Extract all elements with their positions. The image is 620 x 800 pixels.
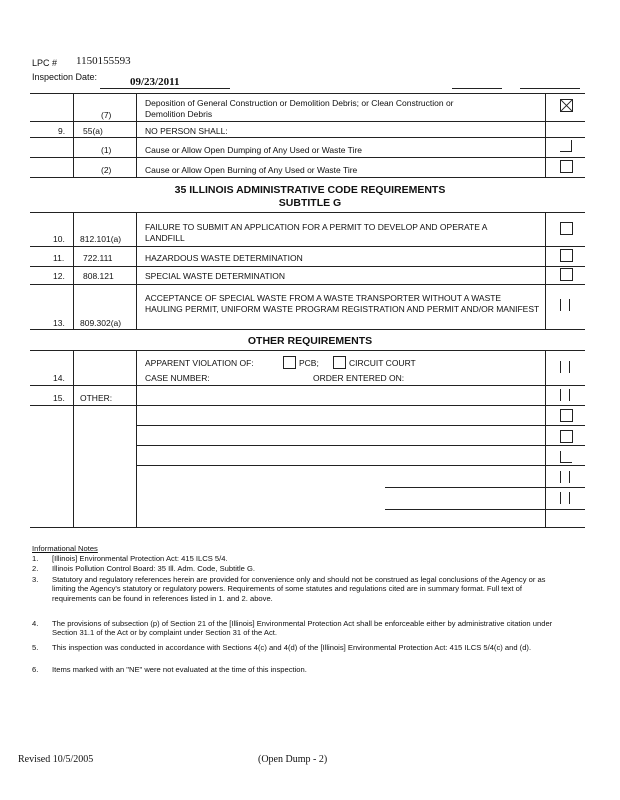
order-entered-label: ORDER ENTERED ON: — [313, 373, 405, 383]
row-10-text: FAILURE TO SUBMIT AN APPLICATION FOR A PERMIT TO DEVELOP AND OPERATE A LANDFILL — [145, 222, 487, 243]
row-9-1-text: Cause or Allow Open Dumping of Any Used or Waste Tire — [145, 145, 363, 155]
row-15-num: 15. — [53, 393, 65, 403]
row-14-checkbox[interactable] — [560, 361, 570, 373]
informational-notes — [32, 544, 592, 684]
note-1-text: [Illinois] Environmental Protection Act: 415 ILCS 5/4. — [52, 554, 228, 563]
note-5-text: This inspection was conducted in accordance with Sections 4(c) and 4(d) of the [Illinois] Environmental Protection Act: 415 ILCS 5/4(c) and (d). — [52, 643, 532, 652]
row-12-checkbox[interactable] — [560, 268, 573, 281]
row-11-checkbox[interactable] — [560, 249, 573, 262]
row-11-num: 11. — [53, 253, 65, 263]
row-13-num: 13. — [53, 318, 65, 328]
row-7-sub: (7) — [101, 110, 112, 120]
row-7-text-2: Demolition Debris — [145, 109, 213, 119]
note-4-text: The provisions of subsection (p) of Section 21 of the [Illinois] Environmental Protection Act shall be enforceable either by administrative citation under Section 31.1 of the Act or by complaint under Section 31 of the Act. — [52, 619, 553, 638]
row-9-2-checkbox[interactable] — [560, 160, 573, 173]
section-35-subtitle: SUBTITLE G — [278, 197, 342, 209]
note-1-num: 1. — [32, 554, 39, 563]
row-14-pcb-label: PCB; — [299, 358, 319, 368]
circuit-court-checkbox[interactable] — [333, 356, 346, 369]
other-checkbox-4[interactable] — [560, 451, 572, 463]
row-7-checkbox[interactable] — [560, 99, 573, 112]
row-13-text: ACCEPTANCE OF SPECIAL WASTE FROM A WASTE TRANSPORTER WITHOUT A WASTE HAULING PERMIT, UNIFORM WASTE PROGRAM REGISTRATION AND PERMIT AND/OR MANIFEST — [145, 293, 540, 314]
row-14-circuit-court-label: CIRCUIT COURT — [349, 358, 416, 368]
row-7-text-1: Deposition of General Construction or Demolition Debris; or Clean Construction or — [145, 98, 454, 108]
row-9-ref: 55(a) — [83, 126, 103, 136]
note-6-num: 6. — [32, 665, 39, 674]
case-number-label: CASE NUMBER: — [145, 373, 210, 383]
footer-page: (Open Dump - 2) — [258, 754, 328, 765]
row-15-checkbox[interactable] — [560, 389, 570, 401]
note-5-num: 5. — [32, 643, 39, 652]
row-9-1-checkbox[interactable] — [560, 140, 572, 152]
other-checkbox-6[interactable] — [560, 492, 570, 504]
row-13-ref: 809.302(a) — [80, 318, 122, 328]
other-checkbox-2[interactable] — [560, 409, 573, 422]
row-10-checkbox[interactable] — [560, 222, 573, 235]
row-12-ref: 808.121 — [83, 271, 114, 281]
row-14-apparent-violation: APPARENT VIOLATION OF: — [145, 358, 254, 368]
row-10-ref: 812.101(a) — [80, 234, 122, 244]
lpc-label: LPC # — [32, 58, 58, 68]
row-13-checkbox[interactable] — [560, 299, 570, 311]
note-6-text: Items marked with an "NE" were not evaluated at the time of this inspection. — [52, 665, 307, 674]
other-requirements-title: OTHER REQUIREMENTS — [247, 335, 373, 347]
row-9-2-sub: (2) — [101, 165, 112, 175]
note-2-num: 2. — [32, 564, 39, 573]
row-9-1-sub: (1) — [101, 145, 112, 155]
row-11-ref: 722.111 — [83, 253, 113, 263]
note-4-num: 4. — [32, 619, 39, 628]
row-15-other-label: OTHER: — [80, 393, 113, 403]
inspection-date-label: Inspection Date: — [32, 72, 98, 82]
other-checkbox-5[interactable] — [560, 471, 570, 483]
row-10-num: 10. — [53, 234, 65, 244]
row-9-text: NO PERSON SHALL: — [145, 126, 228, 136]
section-35-title: 35 ILLINOIS ADMINISTRATIVE CODE REQUIREMENTS — [174, 184, 446, 196]
note-2-text: Illinois Pollution Control Board: 35 Ill. Adm. Code, Subtitle G. — [52, 564, 256, 573]
notes-heading: Informational Notes — [32, 544, 98, 553]
lpc-value: 1150155593 — [76, 55, 131, 67]
row-9-2-text: Cause or Allow Open Burning of Any Used or Waste Tire — [145, 165, 358, 175]
row-14-num: 14. — [53, 373, 65, 383]
row-11-text: HAZARDOUS WASTE DETERMINATION — [145, 253, 303, 263]
row-12-num: 12. — [53, 271, 65, 281]
note-3-text: Statutory and regulatory references herein are provided for convenience only and should not be construed as legal conclusions of the Agency or as limiting the Agency's statutory or regulatory powers. Requirements of some statutes and regulations cited are in summary format. Full text of requirements can be found in references listed in 1. and 2. above. — [52, 575, 546, 603]
note-3-num: 3. — [32, 575, 39, 584]
inspection-date-value: 09/23/2011 — [130, 76, 180, 88]
row-9-num: 9. — [58, 126, 66, 136]
footer-revised: Revised 10/5/2005 — [18, 754, 94, 765]
row-12-text: SPECIAL WASTE DETERMINATION — [145, 271, 285, 281]
pcb-checkbox[interactable] — [283, 356, 296, 369]
other-checkbox-3[interactable] — [560, 430, 573, 443]
